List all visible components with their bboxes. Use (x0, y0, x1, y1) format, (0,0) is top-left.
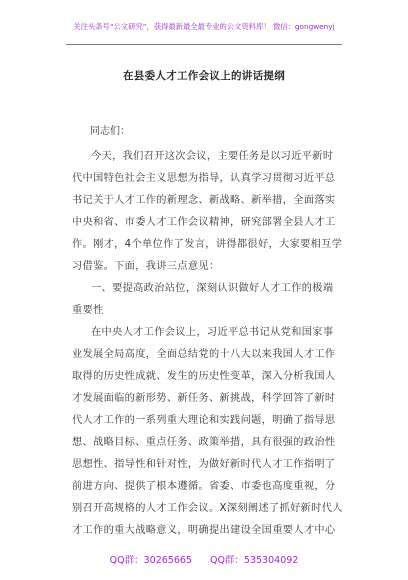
body-line: 才发展面临的新形势、新任务、新挑战，科学回答了新时 (72, 393, 336, 404)
footer-contacts (0, 552, 408, 566)
body-line: 代人才工作的一系列重大理论和实践问题，明确了指导思 (72, 415, 336, 426)
body-line: 才工作的重大战略意义，明确提出建设全国重要人才中心 (72, 525, 336, 536)
header-divider (66, 44, 342, 45)
body-line: 在中央人才工作会议上，习近平总书记从党和国家事 (91, 327, 334, 338)
body-line: 今天，我们召开这次会议，主要任务是以习近平新时 (91, 151, 334, 162)
body-line: 业发展全局高度，全面总结党的十八大以来我国人才工作 (72, 349, 336, 360)
body-line: 一、要提高政治站位，深刻认识做好人才工作的极端 (91, 283, 334, 294)
body-line: 思想性、指导性和针对性，为做好新时代人才工作指明了 (72, 459, 336, 470)
footer-qq-group-2: QQ群：535304092 (209, 555, 299, 566)
body-line: 别召开高规格的人才工作会议。X深刻阐述了抓好新时代人 (72, 503, 343, 514)
document-body (72, 146, 344, 542)
footer-qq-group-1: QQ群：30265665 (109, 555, 192, 566)
body-line: 想、战略目标、重点任务、政策举措，具有很强的政治性 (72, 437, 336, 448)
body-line: 取得的历史性成就、发生的历史性变革，深入分析我国人 (72, 371, 336, 382)
header-banner: 关注头条号“公文研究”，获得最新最全最专业的公文资料库！ 微信：gongwenyj (73, 22, 335, 31)
body-line: 前进方向、提供了根本遵循。省委、市委也高度重视，分 (72, 481, 336, 492)
body-line: 中央和省、市委人才工作会议精神，研究部署全县人才工 (72, 217, 336, 228)
body-line: 书记关于人才工作的新理念、新战略、新举措，全面落实 (72, 195, 336, 206)
document-title: 在县委人才工作会议上的讲话提纲 (123, 70, 285, 82)
body-line: 代中国特色社会主义思想为指导，认真学习贯彻习近平总 (72, 173, 336, 184)
body-line: 重要性 (72, 305, 104, 316)
body-line: 作。刚才，4个单位作了发言，讲得都很好，大家要相互学 (72, 239, 343, 250)
body-line: 习借鉴。下面，我讲三点意见： (72, 261, 220, 272)
salutation: 同志们： (90, 126, 130, 137)
